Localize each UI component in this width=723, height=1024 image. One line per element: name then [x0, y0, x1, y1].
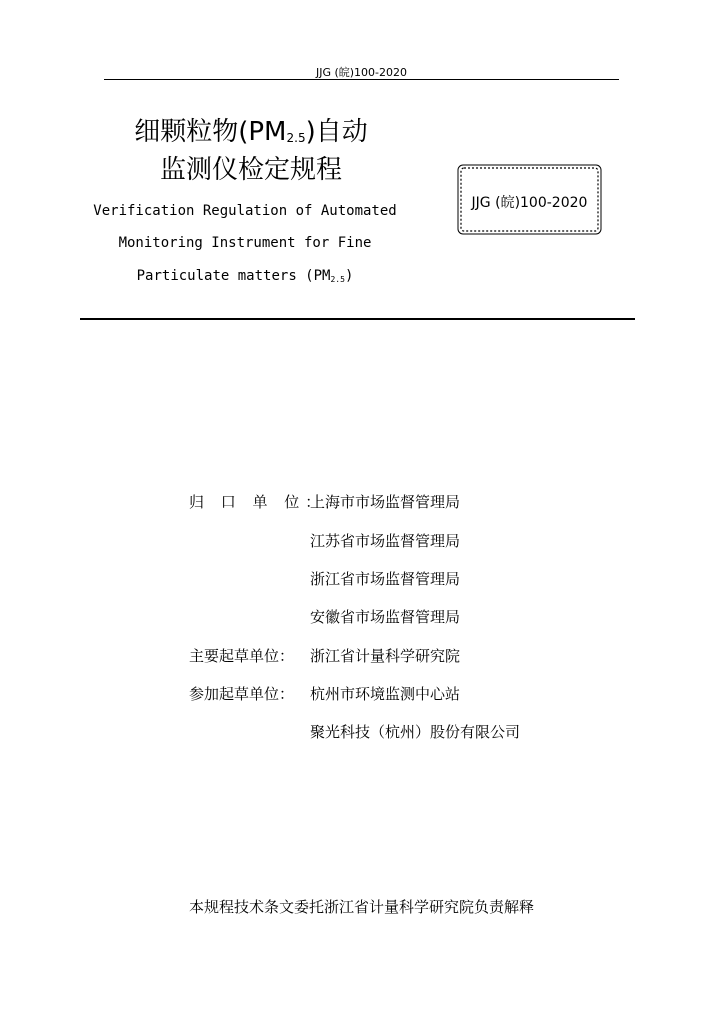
chinese-title-line-1: [96, 115, 406, 155]
title-line1-prefix: 细颗粒物(PM: [134, 117, 287, 147]
unit-value: 杭州市环境监测中心站: [310, 685, 461, 703]
unit-value: 聚光科技（杭州）股份有限公司: [310, 723, 521, 741]
unit-value: 江苏省市场监督管理局: [310, 532, 461, 550]
english-line3-prefix: Particulate matters (PM: [136, 268, 331, 284]
header-code: JJG (皖)100-2020: [315, 66, 408, 79]
english-title-line-3: [80, 268, 410, 284]
english-title-line-2: Monitoring Instrument for Fine: [118, 235, 372, 251]
english-title-line-1: Verification Regulation of Automated: [93, 203, 397, 219]
title-line1-subscript: 2.5: [286, 131, 306, 145]
code-stamp: [455, 162, 604, 237]
unit-label: 归 口 单 位：: [189, 493, 327, 511]
chinese-title-line-2: 监测仪检定规程: [159, 155, 342, 185]
main-rule: [80, 318, 635, 320]
title-line1-suffix: )自动: [305, 117, 368, 147]
unit-value: 安徽省市场监督管理局: [310, 608, 461, 626]
english-line3-subscript: 2.5: [330, 275, 345, 284]
header-rule: [104, 79, 619, 80]
footer-note: 本规程技术条文委托浙江省计量科学研究院负责解释: [188, 898, 534, 916]
unit-value: 浙江省市场监督管理局: [310, 570, 461, 588]
stamp-code: JJG (皖)100-2020: [471, 195, 588, 211]
unit-value: 上海市市场监督管理局: [310, 493, 461, 511]
unit-label: 参加起草单位：: [189, 685, 295, 703]
unit-label: 主要起草单位：: [189, 647, 295, 665]
unit-value: 浙江省计量科学研究院: [310, 647, 461, 665]
english-line3-suffix: ): [344, 268, 354, 284]
